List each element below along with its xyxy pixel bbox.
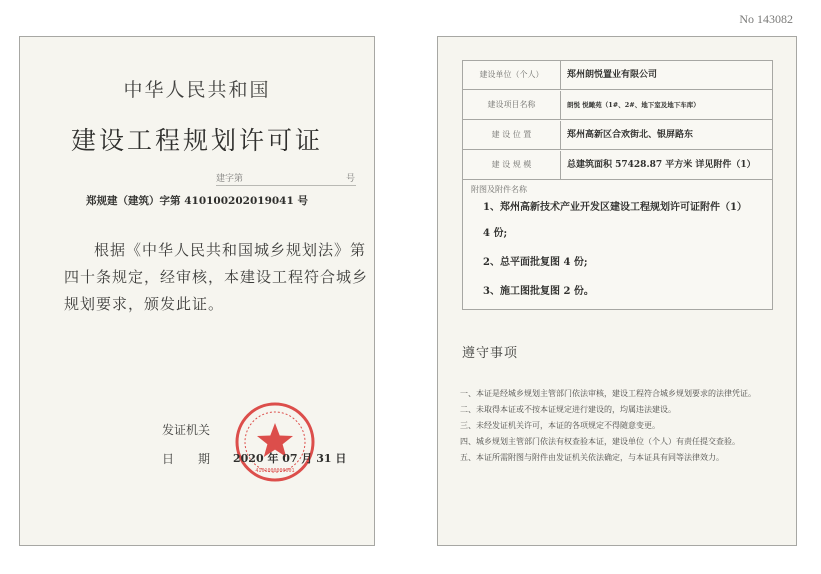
attachments-list [483, 201, 768, 314]
attachment-item [483, 201, 768, 240]
info-value: 郑州朗悦置业有限公司 [567, 70, 658, 80]
info-value: 郑州高新区合欢街北、银屏路东 [567, 130, 694, 140]
attachment-item [483, 256, 768, 269]
seal-number: 4101000000001 [255, 468, 295, 474]
info-label: 建 设 位 置 [463, 121, 561, 149]
attachment-item [483, 285, 768, 298]
info-value: 朗悦 悦瞰苑（1#、2#、地下室及地下车库） [567, 101, 700, 109]
info-row-location [463, 121, 772, 150]
body-line: 四十条规定，经审核，本建设工程符合城乡 [64, 268, 369, 286]
country-name: 中华人民共和国 [123, 79, 271, 101]
info-label: 建设项目名称 [463, 91, 561, 119]
issue-date: 2020 年 07 月 31 日 [233, 452, 347, 465]
notice-item: 一、本证是经城乡规划主管部门依法审核，建设工程符合城乡规划要求的法律凭证。 [460, 389, 756, 398]
certificate-cover-page [19, 36, 375, 546]
notice-item: 二、未取得本证或不按本证规定进行建设的，均属违法建设。 [460, 405, 676, 414]
document-number: No 143082 [739, 12, 793, 26]
issuer-label: 发证机关 [162, 423, 211, 437]
info-label: 建 设 规 模 [463, 151, 561, 179]
notice-title: 遵守事项 [462, 346, 519, 361]
body-line: 根据《中华人民共和国城乡规划法》第 [94, 241, 367, 259]
date-label: 日 期 [162, 452, 211, 466]
notice-item: 五、本证所需附图与附件由发证机关依法确定，与本证具有同等法律效力。 [460, 453, 724, 462]
info-row-developer [463, 61, 772, 90]
project-info-table [462, 60, 773, 310]
info-value: 总建筑面积 57428.87 平方米 详见附件（1） [567, 160, 756, 170]
body-line: 规划要求，颁发此证。 [64, 295, 225, 313]
attachment-text: 1、郑州高新技术产业开发区建设工程规划许可证附件（1） [483, 202, 747, 213]
number-underline [216, 185, 356, 186]
notice-item: 三、未经发证机关许可，本证的各项规定不得随意变更。 [460, 421, 660, 430]
number-label: 建字第 [216, 174, 244, 184]
info-row-scale [463, 151, 772, 180]
certificate-title: 建设工程规划许可证 [70, 126, 323, 155]
number-suffix: 号 [346, 174, 356, 184]
official-seal-icon [234, 401, 316, 483]
attachment-text: 3、施工图批复图 2 份。 [483, 286, 594, 297]
certificate-body [64, 237, 369, 318]
info-label: 建设单位（个人） [463, 61, 561, 89]
attachment-text: 2、总平面批复图 4 份; [483, 257, 588, 268]
certificate-number: 郑规建（建筑）字第 410100202019041 号 [86, 195, 308, 207]
notice-list [460, 387, 778, 467]
attachment-text: 4 份; [483, 228, 508, 239]
notice-item: 四、城乡规划主管部门依法有权查验本证，建设单位（个人）有责任提交查验。 [460, 437, 740, 446]
attachments-label: 附图及附件名称 [471, 185, 527, 194]
info-row-project-name [463, 91, 772, 120]
certificate-detail-page [437, 36, 797, 546]
